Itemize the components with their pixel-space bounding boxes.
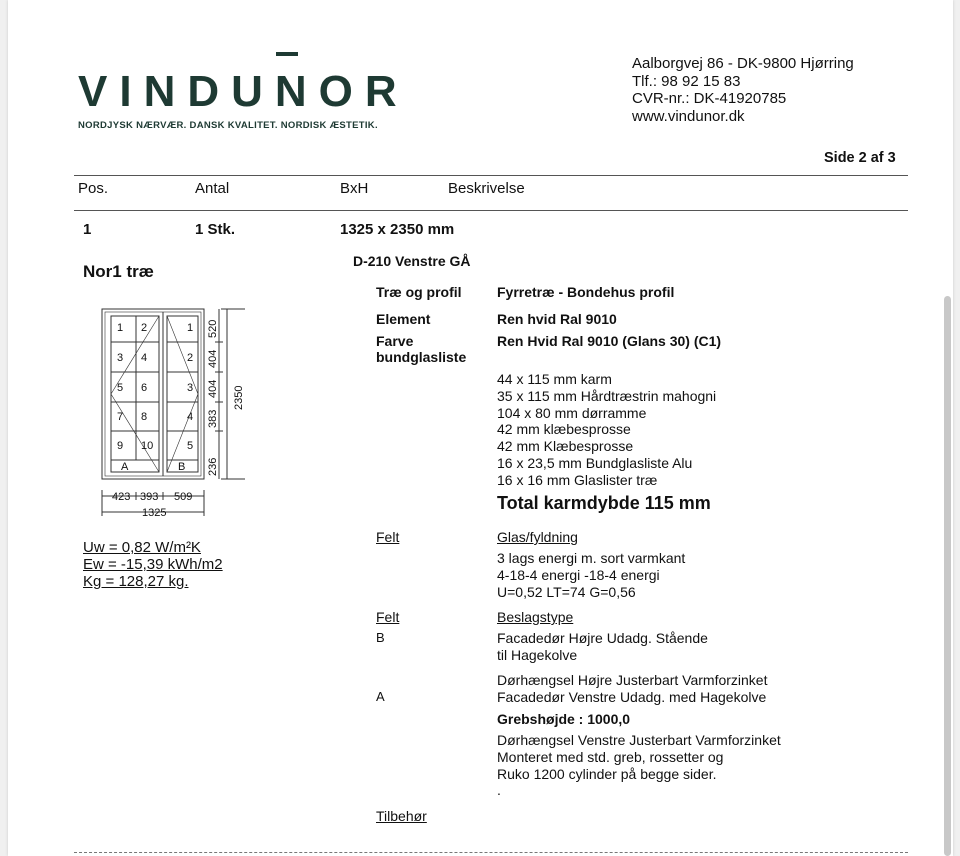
pane-number: 1 <box>117 322 124 334</box>
extra-line: Ruko 1200 cylinder på begge sider. <box>497 765 717 782</box>
accessories-label: Tilbehør <box>376 808 427 824</box>
glass-field-label: Felt <box>376 529 400 545</box>
col-pos: Pos. <box>78 180 109 197</box>
address-web[interactable]: www.vindunor.dk <box>632 107 745 125</box>
item-qty: 1 Stk. <box>195 221 236 238</box>
color-value: Ren Hvid Ral 9010 (Glans 30) (C1) <box>497 333 722 349</box>
pane-number: 5 <box>187 440 194 452</box>
wood-value: Fyrretræ - Bondehus profil <box>497 284 675 300</box>
field-a-label: A <box>376 689 385 704</box>
pane-number: 9 <box>117 440 124 452</box>
item-model: D-210 Venstre GÅ <box>353 253 471 269</box>
spec-line: 104 x 80 mm dørramme <box>497 404 647 421</box>
glass-heading: Glas/fyldning <box>497 529 578 545</box>
dim-height-segment: 236 <box>207 457 219 476</box>
hardware-line: til Hagekolve <box>497 646 578 663</box>
glass-line: 3 lags energi m. sort varmkant <box>497 550 686 566</box>
pane-number: 7 <box>117 411 124 423</box>
page-indicator: Side 2 af 3 <box>824 150 896 166</box>
pane-number: 10 <box>141 440 154 452</box>
leaf-b-frame <box>167 316 198 472</box>
vindunor-logo <box>78 52 409 131</box>
pane-number: 5 <box>117 382 124 394</box>
element-label: Element <box>376 311 431 327</box>
vertical-scrollbar[interactable] <box>944 296 951 856</box>
field-a-lines <box>497 672 767 706</box>
spec-line: 42 mm klæbesprosse <box>497 421 631 438</box>
performance-values <box>83 539 223 590</box>
glass-lines <box>497 550 685 600</box>
pane-number: 2 <box>187 352 194 364</box>
element-value: Ren hvid Ral 9010 <box>497 311 617 327</box>
field-b-lines <box>497 630 708 664</box>
dim-total-height: 2350 <box>233 385 245 410</box>
uw-value: Uw = 0,82 W/m²K <box>83 539 201 556</box>
pane-number: 2 <box>141 322 148 334</box>
color-label-line1: Farve <box>376 333 414 349</box>
spec-line: 44 x 115 mm karm <box>497 371 612 387</box>
logo-tagline: NORDJYSK NÆRVÆR. DANSK KVALITET. NORDISK ÆSTETIK. <box>78 120 378 131</box>
door-outer-frame <box>102 309 204 479</box>
hardware-line: Facadedør Venstre Udadg. med Hagekolve <box>497 688 767 705</box>
spec-line: 35 x 115 mm Hårdtræstrin mahogni <box>497 387 717 404</box>
dim-height-segment: 520 <box>207 319 219 338</box>
extra-line: . <box>497 782 501 799</box>
page-bottom-divider <box>74 852 908 853</box>
extra-line: Monteret med std. greb, rossetter og <box>497 748 724 765</box>
color-label <box>376 333 466 365</box>
pane-number: 4 <box>187 411 194 423</box>
col-size: BxH <box>340 180 369 197</box>
ew-value: Ew = -15,39 kWh/m2 <box>83 556 223 573</box>
dim-height-segment: 383 <box>207 409 219 428</box>
leaf-b-label: B <box>178 461 186 473</box>
logo-wordmark: VINDUNOR <box>78 67 409 116</box>
extra-lines <box>497 732 781 799</box>
extra-line: Dørhængsel Venstre Justerbart Varmforzinket <box>497 732 781 748</box>
dim-height-segment: 404 <box>207 379 219 398</box>
address-phone: Tlf.: 98 92 15 83 <box>632 72 741 90</box>
document-page <box>8 0 953 856</box>
company-address <box>632 55 854 125</box>
spec-line: 42 mm Klæbesprosse <box>497 438 634 455</box>
header-divider-top <box>74 175 908 176</box>
address-street: Aalborgvej 86 - DK-9800 Hjørring <box>632 55 854 72</box>
pane-number: 4 <box>141 352 148 364</box>
dim-width-segment: 393 <box>140 491 159 503</box>
pane-number: 3 <box>117 352 124 364</box>
total-depth: Total karmdybde 115 mm <box>497 493 711 513</box>
dim-width-segment: 509 <box>174 491 193 503</box>
kg-value: Kg = 128,27 kg. <box>83 573 189 590</box>
hardware-heading: Beslagstype <box>497 609 574 625</box>
dim-height-segment: 404 <box>207 349 219 368</box>
dim-total-width: 1325 <box>142 507 167 519</box>
spec-line: 16 x 23,5 mm Bundglasliste Alu <box>497 454 693 471</box>
leaf-a-label: A <box>121 461 129 473</box>
pane-number: 6 <box>141 382 148 394</box>
pane-number: 8 <box>141 411 148 423</box>
col-qty: Antal <box>195 180 230 197</box>
item-pos: 1 <box>83 221 92 238</box>
logo-macron <box>276 52 298 56</box>
header-divider-bottom <box>74 210 908 211</box>
handle-height: Grebshøjde : 1000,0 <box>497 711 631 727</box>
hardware-line: Dørhængsel Højre Justerbart Varmforzinket <box>497 672 768 688</box>
item-size: 1325 x 2350 mm <box>340 221 455 238</box>
hardware-field-label: Felt <box>376 609 400 625</box>
item-name: Nor1 træ <box>83 262 154 281</box>
field-b-label: B <box>376 630 385 645</box>
hardware-line: Facadedør Højre Udadg. Stående <box>497 630 708 646</box>
glass-line: U=0,52 LT=74 G=0,56 <box>497 583 636 600</box>
pane-number: 3 <box>187 382 194 394</box>
door-drawing <box>93 300 248 525</box>
col-desc: Beskrivelse <box>448 180 525 197</box>
pane-number: 1 <box>187 322 194 334</box>
dim-width-segment: 423 <box>112 491 131 503</box>
spec-line: 16 x 16 mm Glaslister træ <box>497 471 658 488</box>
address-cvr: CVR-nr.: DK-41920785 <box>632 90 787 107</box>
glass-line: 4-18-4 energi -18-4 energi <box>497 566 660 583</box>
color-label-line2: bundglasliste <box>376 349 467 365</box>
wood-label: Træ og profil <box>376 284 462 300</box>
specs-list <box>497 371 716 489</box>
